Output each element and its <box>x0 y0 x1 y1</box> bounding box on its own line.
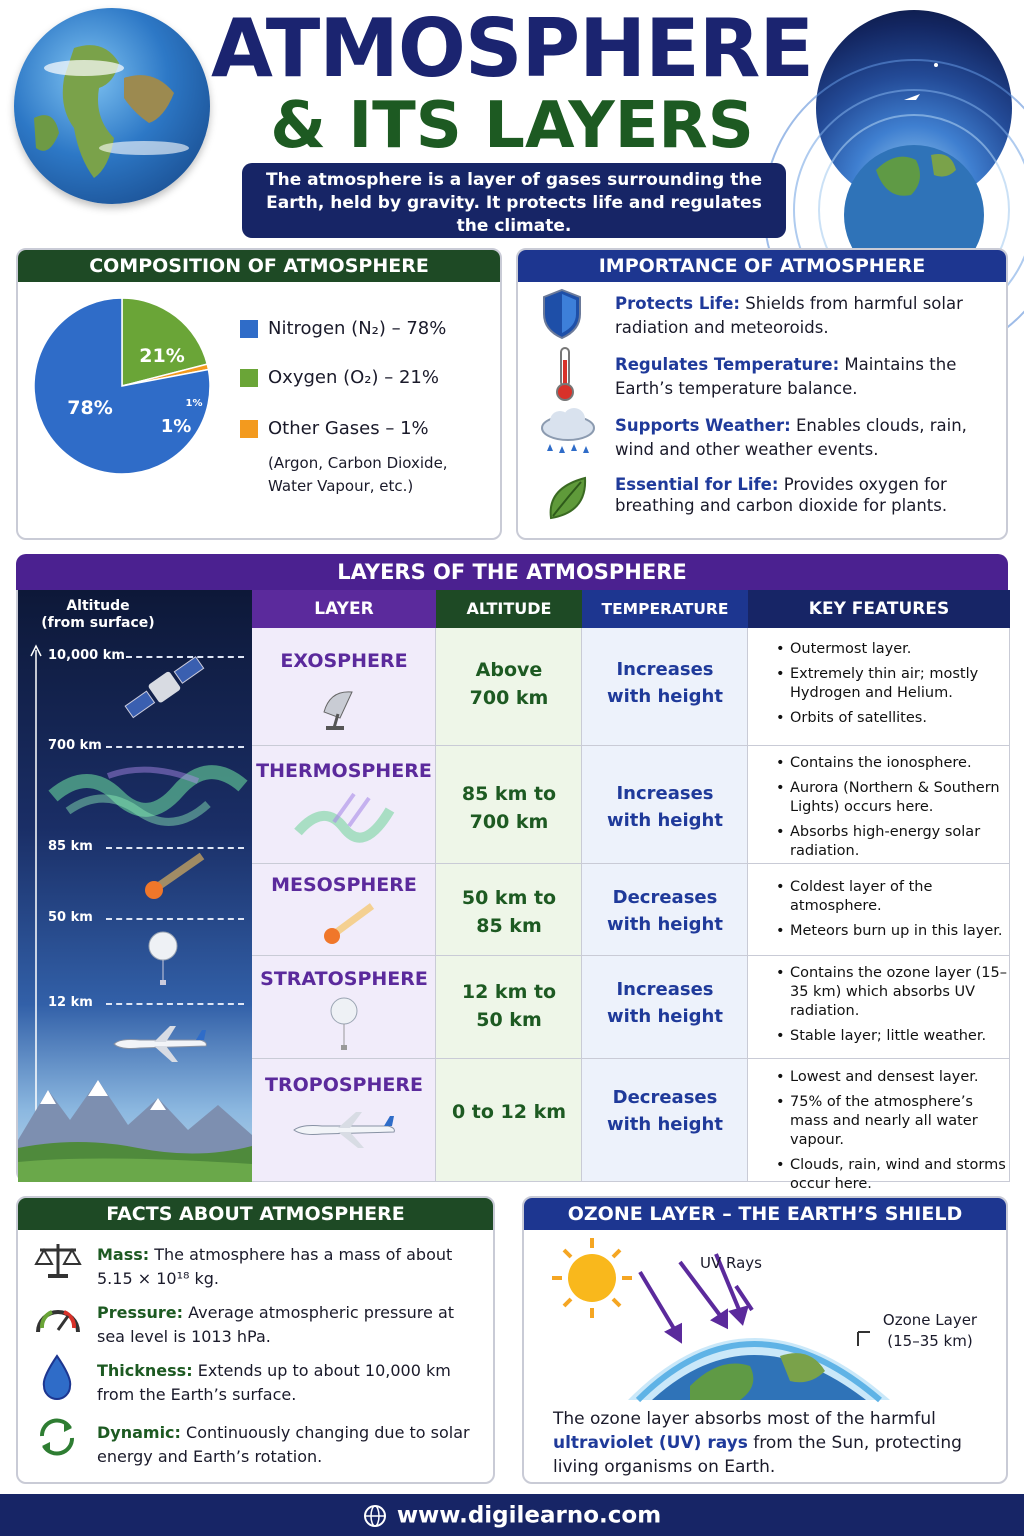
row-divider <box>252 1058 1010 1059</box>
feature-item: • Outermost layer. <box>776 640 1012 659</box>
thermometer-icon <box>553 346 577 402</box>
feature-item: • Clouds, rain, wind and storms occur here. <box>776 1156 1012 1194</box>
importance-item-protects-life <box>615 292 995 340</box>
pie-label-oxygen: 21% <box>139 345 185 367</box>
importance-item-essential-for-life <box>615 474 955 516</box>
fact-text: Extends up to about 10,000 km from the Earth’s surface. <box>97 1361 451 1404</box>
facts-heading: FACTS ABOUT ATMOSPHERE <box>18 1198 493 1230</box>
fact-pressure <box>97 1301 487 1349</box>
fact-text: The atmosphere has a mass of about 5.15 × 10¹⁸ kg. <box>97 1245 453 1288</box>
key-features-stratosphere <box>776 964 1012 1052</box>
importance-item-regulates-temperature <box>615 353 995 401</box>
importance-title: Regulates Temperature: <box>615 355 840 374</box>
altitude-range-mesosphere: 50 km to 85 km <box>461 887 557 937</box>
column-header-key-features: KEY FEATURES <box>748 590 1010 628</box>
importance-text: Enables clouds, rain, wind and other weather events. <box>615 416 967 459</box>
layer-name-troposphere: TROPOSPHERE <box>265 1074 423 1096</box>
altitude-mark-50: 50 km <box>48 910 93 925</box>
temperature-trend-stratosphere: Increases with height <box>607 979 723 1027</box>
altitude-range-troposphere: 0 to 12 km <box>451 1101 567 1123</box>
column-header-altitude-range: ALTITUDE <box>436 590 582 628</box>
altitude-line <box>106 746 244 748</box>
altitude-mark-85: 85 km <box>48 839 93 854</box>
airplane-icon <box>110 1022 210 1066</box>
cycle-arrows-icon <box>34 1414 80 1460</box>
altitude-mark-12: 12 km <box>48 995 93 1010</box>
layers-heading: LAYERS OF THE ATMOSPHERE <box>16 554 1008 590</box>
altitude-sky-column <box>18 590 252 1182</box>
importance-text: Provides oxygen for breathing and carbon dioxide for plants. <box>615 475 948 515</box>
ozone-text-after: from the Sun, protecting living organisms on Earth. <box>553 1433 962 1477</box>
mountains-landscape <box>18 1070 252 1182</box>
legend-other <box>240 418 429 439</box>
temperature-trend-mesosphere: Decreases with height <box>607 887 723 935</box>
footer-bar <box>0 1494 1024 1536</box>
legend-label-other: Other Gases – 1% <box>268 418 429 439</box>
fact-title: Thickness: <box>97 1361 193 1380</box>
importance-title: Supports Weather: <box>615 416 791 435</box>
legend-swatch-other <box>240 420 258 438</box>
importance-title: Protects Life: <box>615 294 741 313</box>
gauge-icon <box>34 1298 82 1342</box>
altitude-line <box>106 918 244 920</box>
layer-name-thermosphere: THERMOSPHERE <box>256 760 432 782</box>
key-features-mesosphere <box>776 878 1012 947</box>
pie-label-other-outside: 1% <box>160 416 192 437</box>
satellite-icon <box>120 650 210 726</box>
feature-item: • Contains the ionosphere. <box>776 754 1012 773</box>
other-gases-note: (Argon, Carbon Dioxide, Water Vapour, etc.) <box>268 454 448 495</box>
ozone-description <box>553 1407 973 1479</box>
sun-icon <box>552 1238 632 1318</box>
leaf-icon <box>545 474 589 522</box>
airplane-small-icon <box>290 1108 400 1152</box>
atmosphere-layers-globe-image <box>816 10 1012 206</box>
meteor-icon <box>136 852 206 902</box>
intro-box: The atmosphere is a layer of gases surrounding the Earth, held by gravity. It protects life and regulates the climate. <box>242 163 786 238</box>
fact-thickness <box>97 1359 487 1407</box>
layer-name-mesosphere: MESOSPHERE <box>271 874 417 896</box>
layers-section <box>16 590 1008 1192</box>
main-title: ATMOSPHERE <box>211 2 813 95</box>
feature-item: • Extremely thin air; mostly Hydrogen and Helium. <box>776 665 1012 703</box>
water-drop-icon <box>40 1354 74 1400</box>
legend-label-nitrogen: Nitrogen (N₂) – 78% <box>268 318 447 339</box>
feature-item: • Contains the ozone layer (15–35 km) which absorbs UV radiation. <box>776 964 1012 1021</box>
aurora-icon <box>48 756 248 836</box>
altitude-line <box>106 847 244 849</box>
altitude-range-exosphere: Above 700 km <box>469 659 549 709</box>
key-features-thermosphere <box>776 754 1012 867</box>
legend-oxygen <box>240 367 439 388</box>
importance-item-supports-weather <box>615 414 995 462</box>
altitude-line <box>106 1003 244 1005</box>
importance-text: Shields from harmful solar radiation and meteoroids. <box>615 294 963 337</box>
layer-name-exosphere: EXOSPHERE <box>280 650 408 672</box>
feature-item: • Meteors burn up in this layer. <box>776 922 1012 941</box>
feature-item: • Coldest layer of the atmosphere. <box>776 878 1012 916</box>
ozone-layer-label: Ozone Layer (15–35 km) <box>882 1311 978 1350</box>
ozone-heading: OZONE LAYER – THE EARTH’S SHIELD <box>524 1198 1006 1230</box>
importance-text: Maintains the Earth’s temperature balance. <box>615 355 957 398</box>
fact-title: Mass: <box>97 1245 150 1264</box>
weather-balloon-small-icon <box>329 996 359 1052</box>
composition-pie-chart <box>32 296 212 476</box>
column-header-layer: LAYER <box>252 590 436 628</box>
earth-globe-image <box>14 8 210 204</box>
ozone-text-highlight: ultraviolet (UV) rays <box>553 1433 748 1453</box>
globe-icon <box>363 1504 387 1528</box>
legend-swatch-oxygen <box>240 369 258 387</box>
uv-rays-label: UV Rays <box>700 1254 762 1272</box>
weather-balloon-icon <box>146 930 180 986</box>
pie-label-nitrogen: 78% <box>67 397 113 419</box>
satellite-dish-icon <box>316 682 366 732</box>
website-link[interactable]: www.digilearno.com <box>396 1502 662 1529</box>
aurora-small-icon <box>294 792 394 842</box>
fact-text: Continuously changing due to solar energy and Earth’s rotation. <box>97 1423 470 1466</box>
column-header-temperature-trend: TEMPERATURE <box>582 590 748 628</box>
feature-item: • 75% of the atmosphere’s mass and nearly all water vapour. <box>776 1093 1012 1150</box>
feature-item: • Aurora (Northern & Southern Lights) occurs here. <box>776 779 1012 817</box>
rain-cloud-icon <box>536 406 600 462</box>
ozone-text-before: The ozone layer absorbs most of the harmful <box>553 1409 936 1429</box>
temperature-trend-troposphere: Decreases with height <box>607 1087 723 1135</box>
altitude-range-stratosphere: 12 km to 50 km <box>461 981 557 1031</box>
composition-heading: COMPOSITION OF ATMOSPHERE <box>18 250 500 282</box>
altitude-mark-700: 700 km <box>48 738 102 753</box>
legend-label-oxygen: Oxygen (O₂) – 21% <box>268 367 439 388</box>
altitude-title: Altitude (from surface) <box>41 598 155 631</box>
key-features-exosphere <box>776 640 1012 734</box>
fact-text: Average atmospheric pressure at sea level is 1013 hPa. <box>97 1303 455 1346</box>
feature-item: • Absorbs high-energy solar radiation. <box>776 823 1012 861</box>
scale-icon <box>34 1240 82 1280</box>
legend-nitrogen <box>240 318 446 339</box>
altitude-mark-10000: 10,000 km <box>48 648 125 663</box>
legend-swatch-nitrogen <box>240 320 258 338</box>
temperature-trend-thermosphere: Increases with height <box>607 783 723 831</box>
row-divider <box>252 745 1010 746</box>
fact-mass <box>97 1243 487 1291</box>
fact-title: Dynamic: <box>97 1423 181 1442</box>
main-subtitle: & ITS LAYERS <box>270 89 754 163</box>
fact-dynamic <box>97 1421 487 1469</box>
pie-label-other-inside: 1% <box>185 398 203 409</box>
shield-icon <box>540 288 584 340</box>
layer-name-stratosphere: STRATOSPHERE <box>260 968 428 990</box>
temperature-trend-exosphere: Increases with height <box>607 659 723 707</box>
importance-heading: IMPORTANCE OF ATMOSPHERE <box>518 250 1006 282</box>
importance-title: Essential for Life: <box>615 475 779 494</box>
feature-item: • Lowest and densest layer. <box>776 1068 1012 1087</box>
altitude-range-thermosphere: 85 km to 700 km <box>461 783 557 833</box>
row-divider <box>252 955 1010 956</box>
key-features-troposphere <box>776 1068 1012 1200</box>
fact-title: Pressure: <box>97 1303 184 1322</box>
feature-item: • Orbits of satellites. <box>776 709 1012 728</box>
feature-item: • Stable layer; little weather. <box>776 1027 1012 1046</box>
meteor-small-icon <box>316 902 376 948</box>
